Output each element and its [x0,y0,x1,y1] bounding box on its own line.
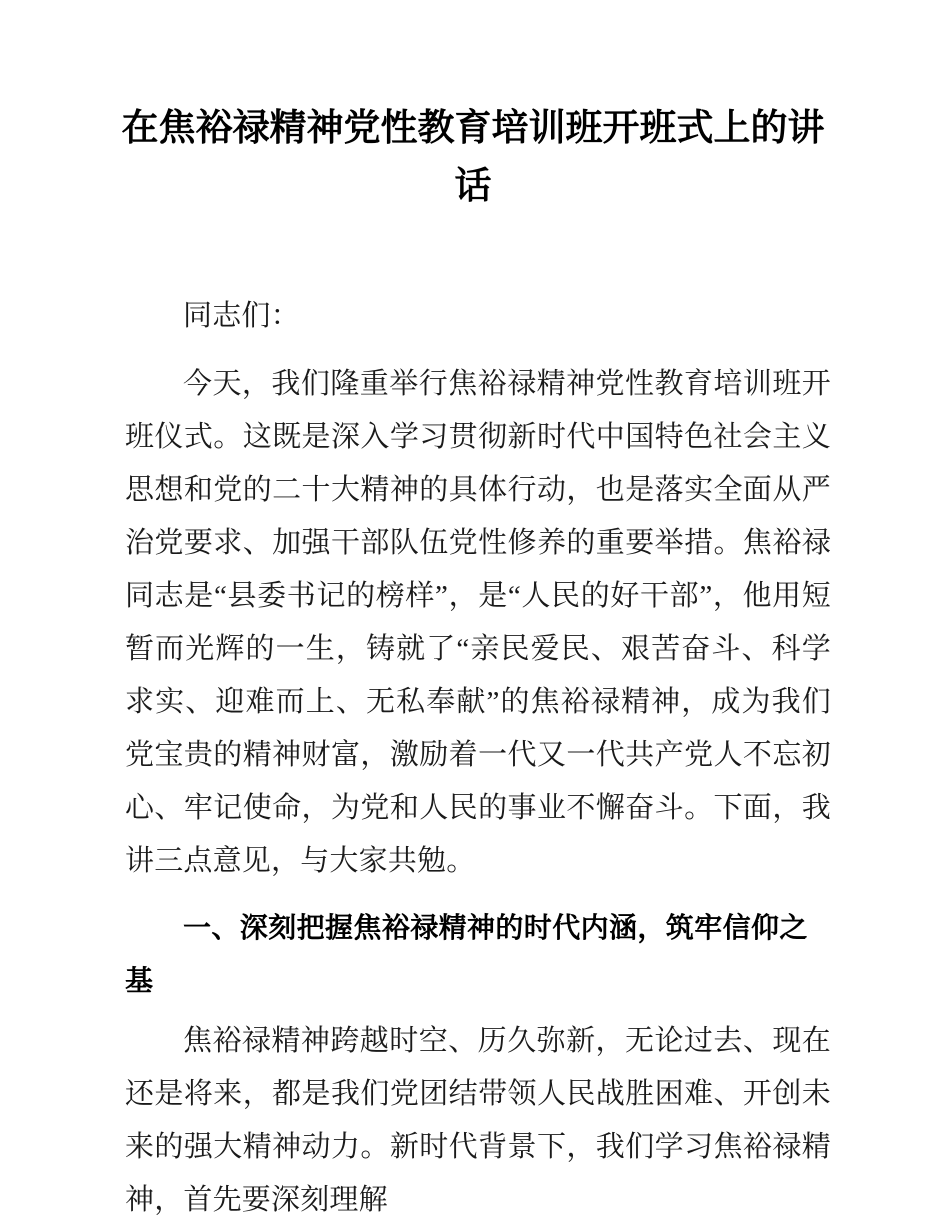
section-1-paragraph-1: 焦裕禄精神跨越时空、历久弥新，无论过去、现在还是将来，都是我们党团结带领人民战胜困难、开创未来的强大精神动力。新时代背景下，我们学习焦裕禄精神，首先要深刻理解 [125,1025,831,1216]
section-heading-1: 一、深刻把握焦裕禄精神的时代内涵，筑牢信仰之基 [125,912,808,996]
opening-paragraph: 今天，我们隆重举行焦裕禄精神党性教育培训班开班仪式。这既是深入学习贯彻新时代中国特色社会主义思想和党的二十大精神的具体行动，也是落实全面从严治党要求、加强干部队伍党性修养的重要举措。焦裕禄同志是“县委书记的榜样”，是“人民的好干部”，他用短暂而光辉的一生，铸就了“亲民爱民、艰苦奋斗、科学求实、迎难而上、无私奉献”的焦裕禄精神，成为我们党宝贵的精神财富，激励着一代又一代共产党人不忘初心、牢记使命，为党和人民的事业不懈奋斗。下面，我讲三点意见，与大家共勉。 [125,368,831,877]
page-title: 在焦裕禄精神党性教育培训班开班式上的讲话 [121,108,825,207]
document-body [125,290,831,1227]
salutation-line: 同志们： [183,300,300,332]
